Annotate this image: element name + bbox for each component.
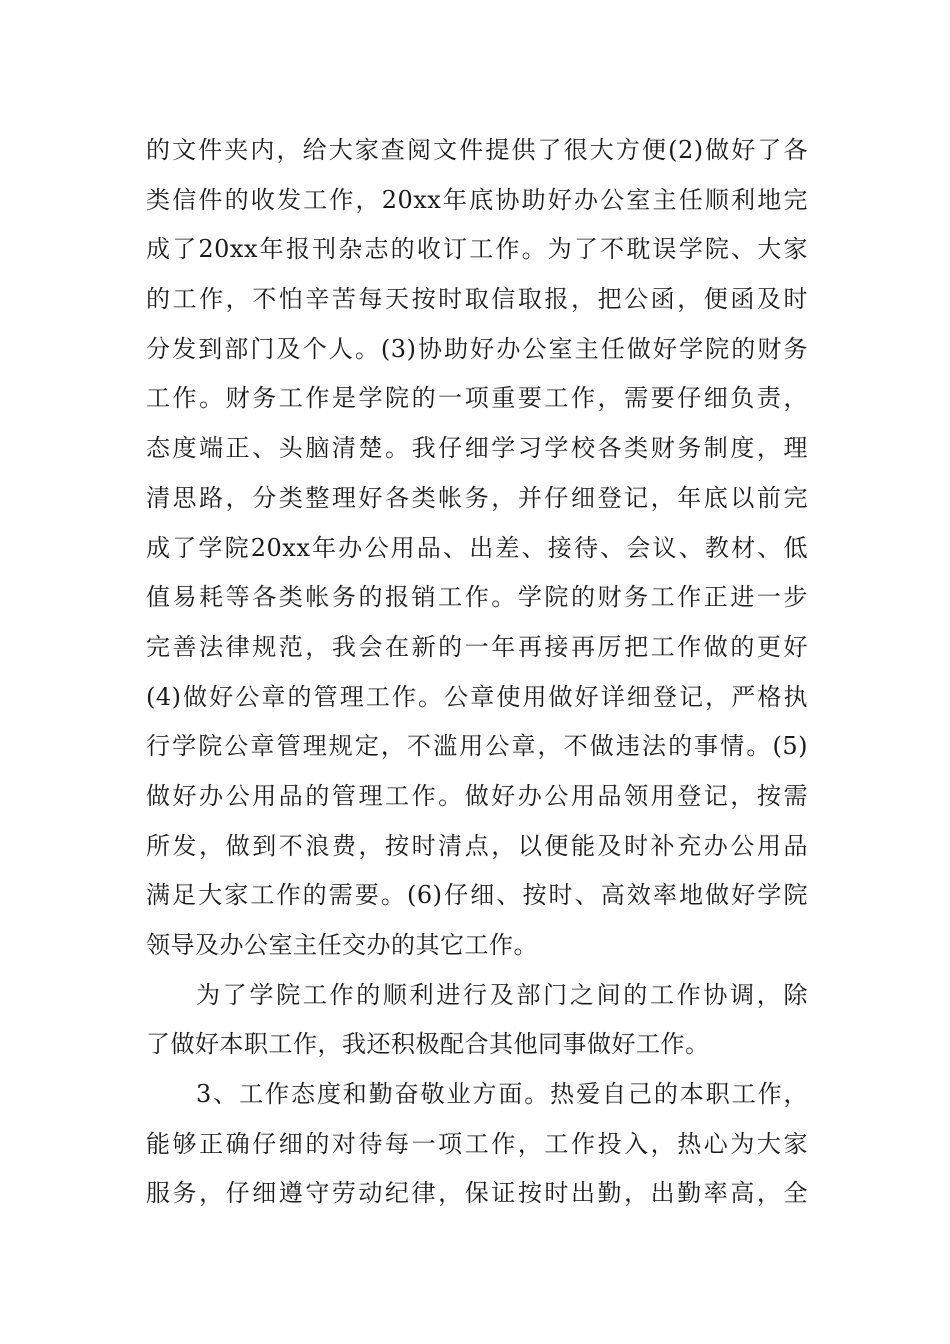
document-page: [146, 126, 808, 1219]
text-line: 态度端正、头脑清楚。我仔细学习学校各类财务制度，理: [146, 434, 808, 463]
text-line: (4)做好公章的管理工作。公章使用做好详细登记，严格执: [146, 682, 808, 711]
text-line: 工作。财务工作是学院的一项重要工作，需要仔细负责，: [146, 384, 808, 413]
paragraph-first-line: 3、工作态度和勤奋敬业方面。热爱自己的本职工作，: [196, 1080, 808, 1109]
text-line: 完善法律规范，我会在新的一年再接再厉把工作做的更好: [146, 632, 808, 661]
text-line: 成了20xx年报刊杂志的收订工作。为了不耽误学院、大家: [146, 235, 808, 264]
text-line: 能够正确仔细的对待每一项工作，工作投入，热心为大家: [146, 1129, 808, 1158]
text-line: 满足大家工作的需要。(6)仔细、按时、高效率地做好学院: [146, 881, 808, 910]
text-line: 做好办公用品的管理工作。做好办公用品领用登记，按需: [146, 781, 808, 810]
text-line: 的工作，不怕辛苦每天按时取信取报，把公函，便函及时: [146, 285, 808, 314]
text-line: 所发，做到不浪费，按时清点，以便能及时补充办公用品: [146, 831, 808, 860]
text-line: 值易耗等各类帐务的报销工作。学院的财务工作正进一步: [146, 583, 808, 612]
text-line: 了做好本职工作，我还积极配合其他同事做好工作。: [146, 1030, 710, 1059]
text-line: 分发到部门及个人。(3)协助好办公室主任做好学院的财务: [146, 334, 808, 363]
text-line: 清思路，分类整理好各类帐务，并仔细登记，年底以前完: [146, 483, 808, 512]
text-line: 的文件夹内，给大家查阅文件提供了很大方便(2)做好了各: [146, 136, 808, 164]
paragraph-first-line: 为了学院工作的顺利进行及部门之间的工作协调，除: [196, 980, 808, 1009]
text-line: 领导及办公室主任交办的其它工作。: [146, 931, 538, 959]
text-line: 成了学院20xx年办公用品、出差、接待、会议、教材、低: [146, 533, 808, 562]
text-line: 服务，仔细遵守劳动纪律，保证按时出勤，出勤率高，全: [146, 1179, 808, 1208]
text-line: 行学院公章管理规定，不滥用公章，不做违法的事情。(5): [146, 732, 808, 761]
text-line: 类信件的收发工作，20xx年底协助好办公室主任顺利地完: [146, 185, 808, 214]
